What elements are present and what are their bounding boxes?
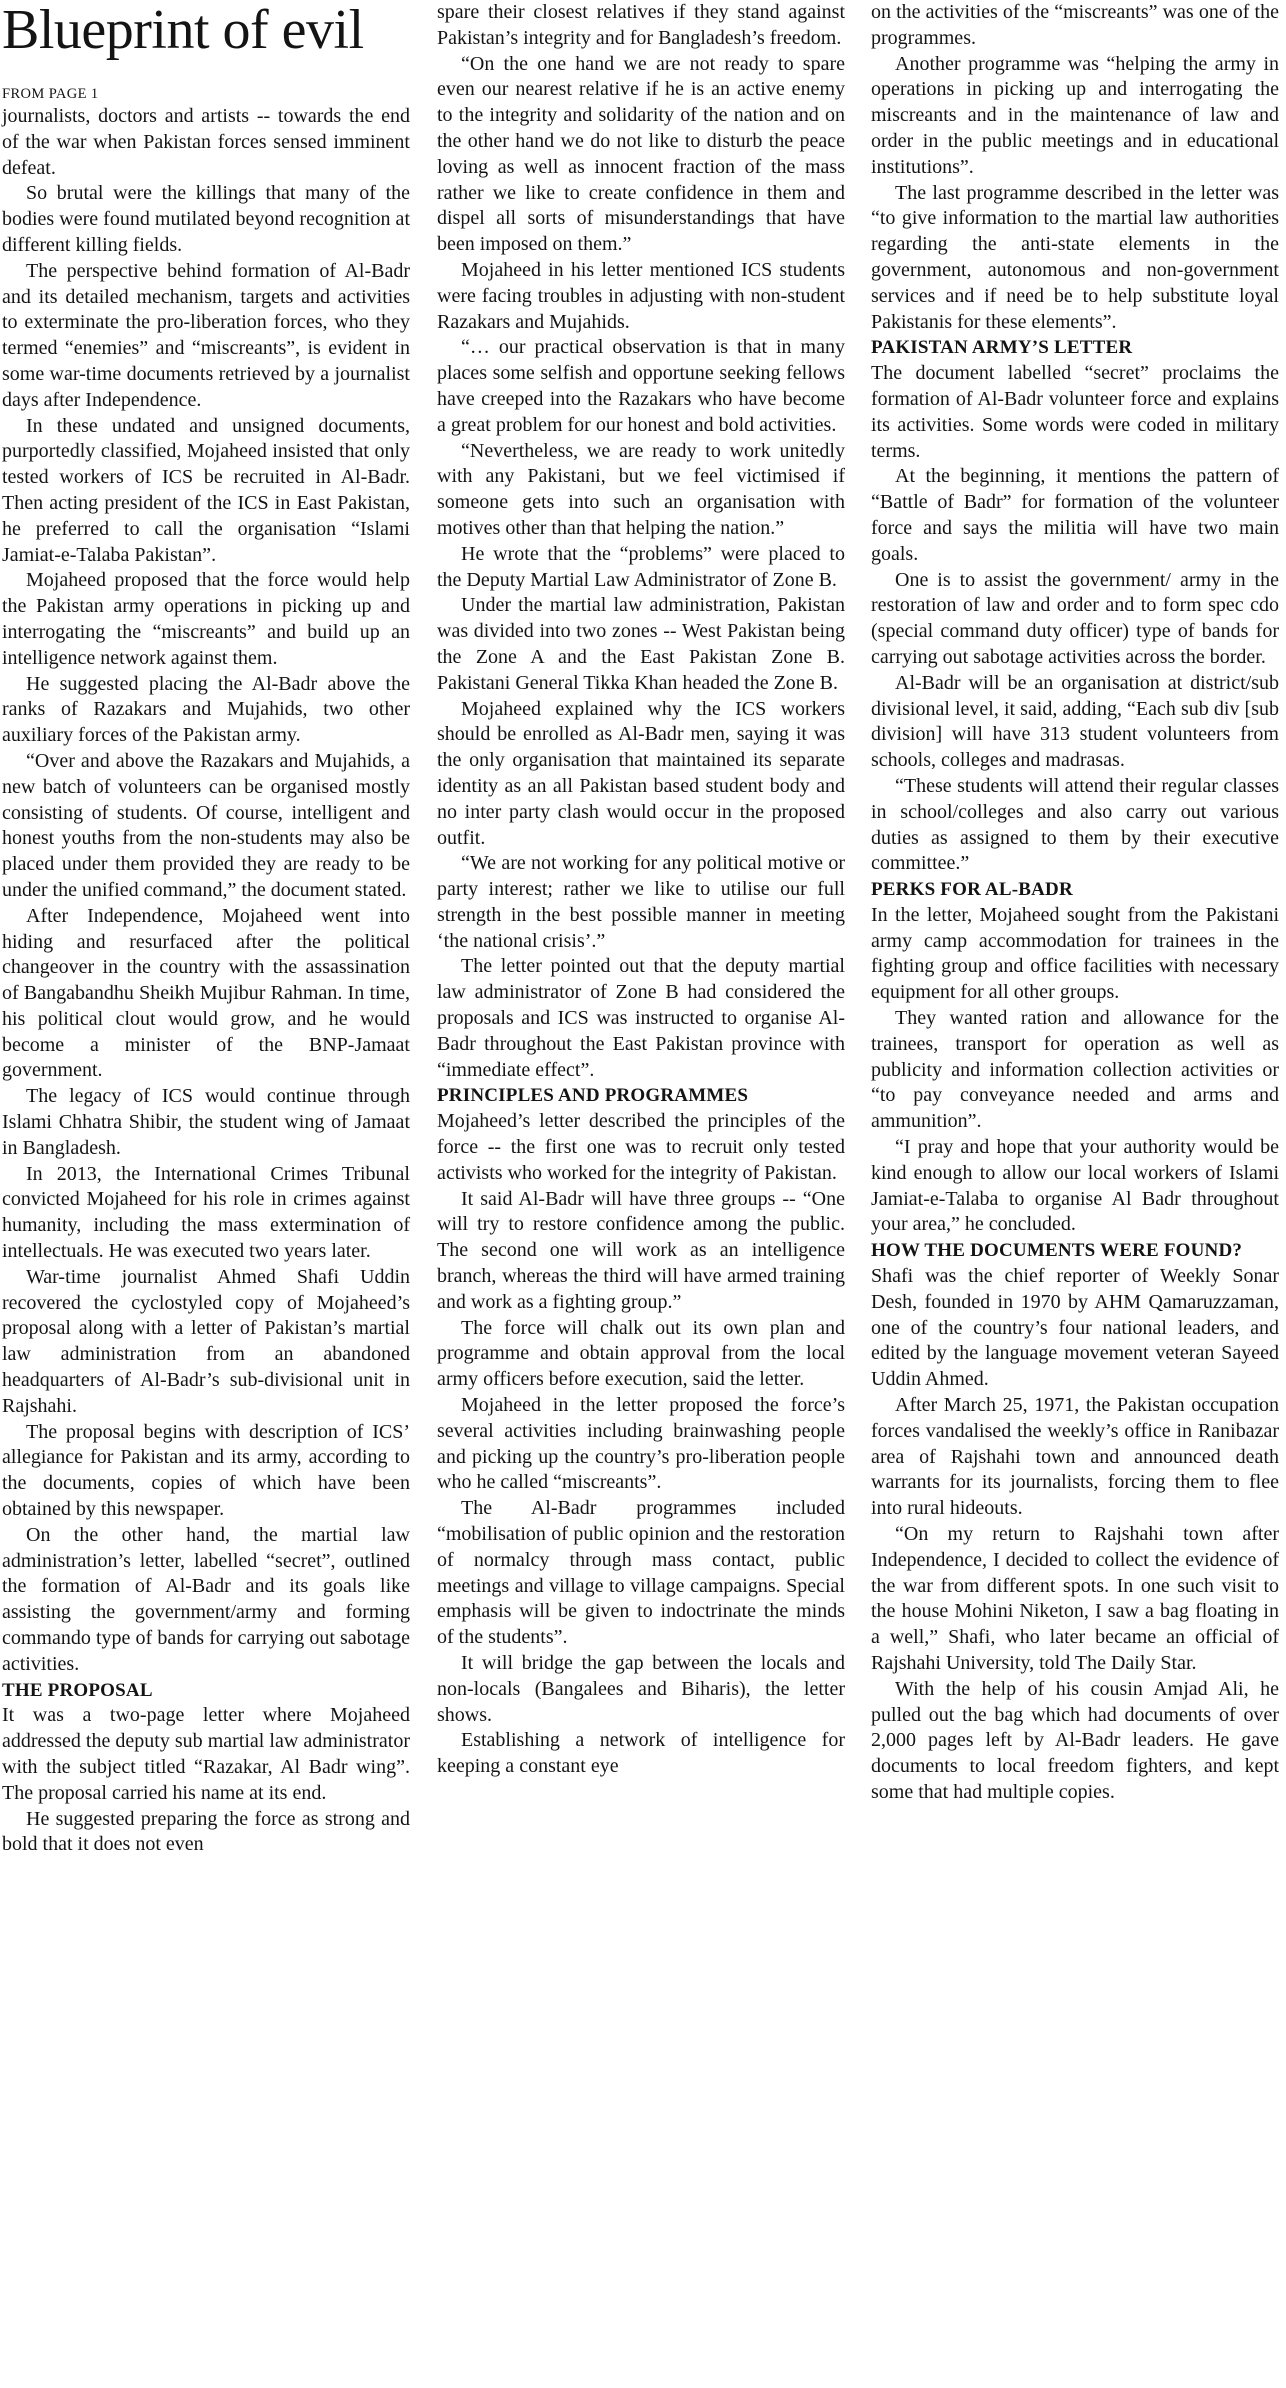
paragraph: The force will chalk out its own plan and programme and obtain approval from the local army officers before execution, said the letter. [437, 1316, 845, 1391]
column-2 [437, 0, 845, 1780]
column-3 [871, 0, 1279, 1806]
paragraph: In 2013, the International Crimes Tribunal convicted Mojaheed for his role in crimes against humanity, including the mass extermination of intellectuals. He was executed two years later. [2, 1162, 410, 1263]
paragraph: Shafi was the chief reporter of Weekly Sonar Desh, founded in 1970 by AHM Qamaruzzaman, one of the country’s four national leaders, and edited by the language movement veteran Sayeed Uddin Ahmed. [871, 1265, 1279, 1391]
paragraph: With the help of his cousin Amjad Ali, he pulled out the bag which had documents of over 2,000 pages left by Al-Badr leaders. He gave documents to local freedom fighters, and kept some that had multiple copies. [871, 1677, 1279, 1803]
section-heading: HOW THE DOCUMENTS WERE FOUND? [871, 1240, 1243, 1262]
section-heading: PERKS FOR AL-BADR [871, 879, 1073, 901]
paragraph: Establishing a network of intelligence for keeping a constant eye [437, 1729, 845, 1778]
continuation-kicker: FROM PAGE 1 [2, 86, 99, 102]
paragraph: He suggested preparing the force as strong and bold that it does not even [2, 1807, 410, 1856]
section-heading: PAKISTAN ARMY’S LETTER [871, 337, 1133, 359]
paragraph: Mojaheed’s letter described the principles of the force -- the first one was to recruit only tested activists who worked for the integrity of Pakistan. [437, 1110, 845, 1184]
paragraph: After Independence, Mojaheed went into hiding and resurfaced after the political changeover in the country with the assassination of Bangabandhu Sheikh Mujibur Rahman. In time, his political clout would grow, and he would become a minister of the BNP-Jamaat government. [2, 904, 410, 1082]
paragraph: He suggested placing the Al-Badr above the ranks of Razakars and Mujahids, two other auxiliary forces of the Pakistan army. [2, 672, 410, 747]
paragraph: Mojaheed in the letter proposed the force’s several activities including brainwashing people and picking up the country’s pro-liberation people who he called “miscreants”. [437, 1394, 845, 1494]
paragraph: “… our practical observation is that in many places some selfish and opportune seeking fellows have creeped into the Razakars who have become a great problem for our honest and bold activities. [437, 336, 845, 436]
section-heading: THE PROPOSAL [2, 1679, 153, 1701]
paragraph: It will bridge the gap between the locals and non-locals (Bangalees and Biharis), the letter shows. [437, 1652, 845, 1726]
paragraph: The legacy of ICS would continue through Islami Chhatra Shibir, the student wing of Jamaat in Bangladesh. [2, 1085, 410, 1159]
paragraph: The Al-Badr programmes included “mobilisation of public opinion and the restoration of normalcy through mass contact, public meetings and village to village campaigns. Special emphasis will be given to indoctrinate the minds of the students”. [437, 1497, 845, 1649]
paragraph: At the beginning, it mentions the pattern of “Battle of Badr” for formation of the volunteer force and says the militia will have two main goals. [871, 465, 1279, 565]
paragraph: War-time journalist Ahmed Shafi Uddin recovered the cyclostyled copy of Mojaheed’s proposal along with a letter of Pakistan’s martial law administration from an abandoned headquarters of Al-Badr’s sub-divisional unit in Rajshahi. [2, 1265, 410, 1417]
paragraph: spare their closest relatives if they stand against Pakistan’s integrity and for Bangladesh’s freedom. [437, 1, 845, 49]
paragraph: The document labelled “secret” proclaims the formation of Al-Badr volunteer force and explains its activities. Some words were coded in military terms. [871, 362, 1279, 462]
paragraph: One is to assist the government/ army in the restoration of law and order and to form spec cdo (special command duty officer) type of bands for carrying out sabotage activities across the border. [871, 568, 1279, 668]
paragraph: Under the martial law administration, Pakistan was divided into two zones -- West Pakistan being the Zone A and the East Pakistan Zone B. Pakistani General Tikka Khan headed the Zone B. [437, 594, 845, 694]
paragraph: After March 25, 1971, the Pakistan occupation forces vandalised the weekly’s office in Ranibazar area of Rajshahi town and announced death warrants for its journalists, forcing them to flee into rural hideouts. [871, 1394, 1279, 1520]
paragraph: The letter pointed out that the deputy martial law administrator of Zone B had considered the proposals and ICS was instructed to organise Al-Badr throughout the East Pakistan province with “immediate effect”. [437, 955, 845, 1081]
paragraph: He wrote that the “problems” were placed to the Deputy Martial Law Administrator of Zone B. [437, 542, 845, 591]
paragraph: “These students will attend their regular classes in school/colleges and also carry out various duties as assigned to them by their executive committee.” [871, 774, 1279, 875]
paragraph: “Nevertheless, we are ready to work unitedly with any Pakistani, but we feel victimised if someone gets into such an organisation with motives other than that helping the nation.” [437, 439, 845, 539]
paragraph: “I pray and hope that your authority would be kind enough to allow our local workers of Islami Jamiat-e-Talaba to organise Al Badr throughout your area,” he concluded. [871, 1136, 1279, 1236]
paragraph: Mojaheed proposed that the force would help the Pakistan army operations in picking up and interrogating the “miscreants” and build up an intelligence network against them. [2, 569, 410, 669]
paragraph: The proposal begins with description of ICS’ allegiance for Pakistan and its army, according to the documents, copies of which have been obtained by this newspaper. [2, 1420, 410, 1521]
paragraph: So brutal were the killings that many of the bodies were found mutilated beyond recognition at different killing fields. [2, 182, 410, 256]
paragraph: Mojaheed in his letter mentioned ICS students were facing troubles in adjusting with non-student Razakars and Mujahids. [437, 258, 845, 333]
paragraph: In these undated and unsigned documents, purportedly classified, Mojaheed insisted that only tested workers of ICS be recruited in Al-Badr. Then acting president of the ICS in East Pakistan, he preferred to call the organisation “Islami Jamiat-e-Talaba Pakistan”. [2, 414, 410, 566]
paragraph: “On my return to Rajshahi town after Independence, I decided to collect the evidence of the war from different spots. In one such visit to the house Mohini Niketon, I saw a bag floating in a well,” Shafi, who later became an official of Rajshahi University, told The Daily Star. [871, 1523, 1279, 1674]
paragraph: journalists, doctors and artists -- towards the end of the war when Pakistan forces sensed imminent defeat. [2, 105, 410, 179]
section-heading: PRINCIPLES AND PROGRAMMES [437, 1085, 749, 1107]
paragraph: “On the one hand we are not ready to spare even our nearest relative if he is an active enemy to the integrity and solidarity of the nation and on the other hand we do not like to disturb the peace loving as well as innocent fraction of the mass rather we like to create confidence in them and dispel all sorts of misunderstandings that have been imposed on them.” [437, 52, 845, 256]
paragraph: Al-Badr will be an organisation at district/sub divisional level, it said, adding, “Each sub div [sub division] will have 313 student volunteers from schools, colleges and madrasas. [871, 671, 1279, 772]
paragraph: on the activities of the “miscreants” was one of the programmes. [871, 1, 1279, 49]
paragraph: The last programme described in the letter was “to give information to the martial law authorities regarding the anti-state elements in the government, autonomous and non-government services and if need be to help substitute loyal Pakistanis for these elements”. [871, 181, 1279, 333]
column-1 [2, 104, 410, 1858]
headline: Blueprint of evil [2, 0, 364, 61]
paragraph: “Over and above the Razakars and Mujahids, a new batch of volunteers can be organised mostly consisting of students. Of course, intelligent and honest youths from the non-students may also be placed under them provided they are ready to be under the unified command,” the document stated. [2, 749, 410, 901]
paragraph: On the other hand, the martial law administration’s letter, labelled “secret”, outlined the formation of Al-Badr and its goals like assisting the government/army and forming commando type of bands for carrying out sabotage activities. [2, 1523, 410, 1675]
paragraph: Another programme was “helping the army in operations in picking up and interrogating the miscreants and in the maintenance of law and order in the public meetings and in educational institutions”. [871, 52, 1279, 178]
paragraph: They wanted ration and allowance for the trainees, transport for operation as well as publicity and information collection activities or “to pay conveyance needed and arms and ammunition”. [871, 1007, 1279, 1133]
paragraph: In the letter, Mojaheed sought from the Pakistani army camp accommodation for trainees in the fighting group and office facilities with necessary equipment for all other groups. [871, 903, 1279, 1004]
paragraph: It was a two-page letter where Mojaheed addressed the deputy sub martial law administrator with the subject titled “Razakar, Al Badr wing”. The proposal carried his name at its end. [2, 1704, 410, 1804]
paragraph: The perspective behind formation of Al-Badr and its detailed mechanism, targets and activities to exterminate the pro-liberation forces, who they termed “enemies” and “miscreants”, is evident in some war-time documents retrieved by a journalist days after Independence. [2, 259, 410, 411]
paragraph: It said Al-Badr will have three groups -- “One will try to restore confidence among the public. The second one will work as an intelligence branch, whereas the third will have armed training and work as a fighting group.” [437, 1187, 845, 1313]
paragraph: Mojaheed explained why the ICS workers should be enrolled as Al-Badr men, saying it was the only organisation that maintained its separate identity as an all Pakistan based student body and no inter party clash would occur in the proposed outfit. [437, 697, 845, 849]
paragraph: “We are not working for any political motive or party interest; rather we like to utilise our full strength in the best possible manner in meeting ‘the national crisis’.” [437, 852, 845, 952]
